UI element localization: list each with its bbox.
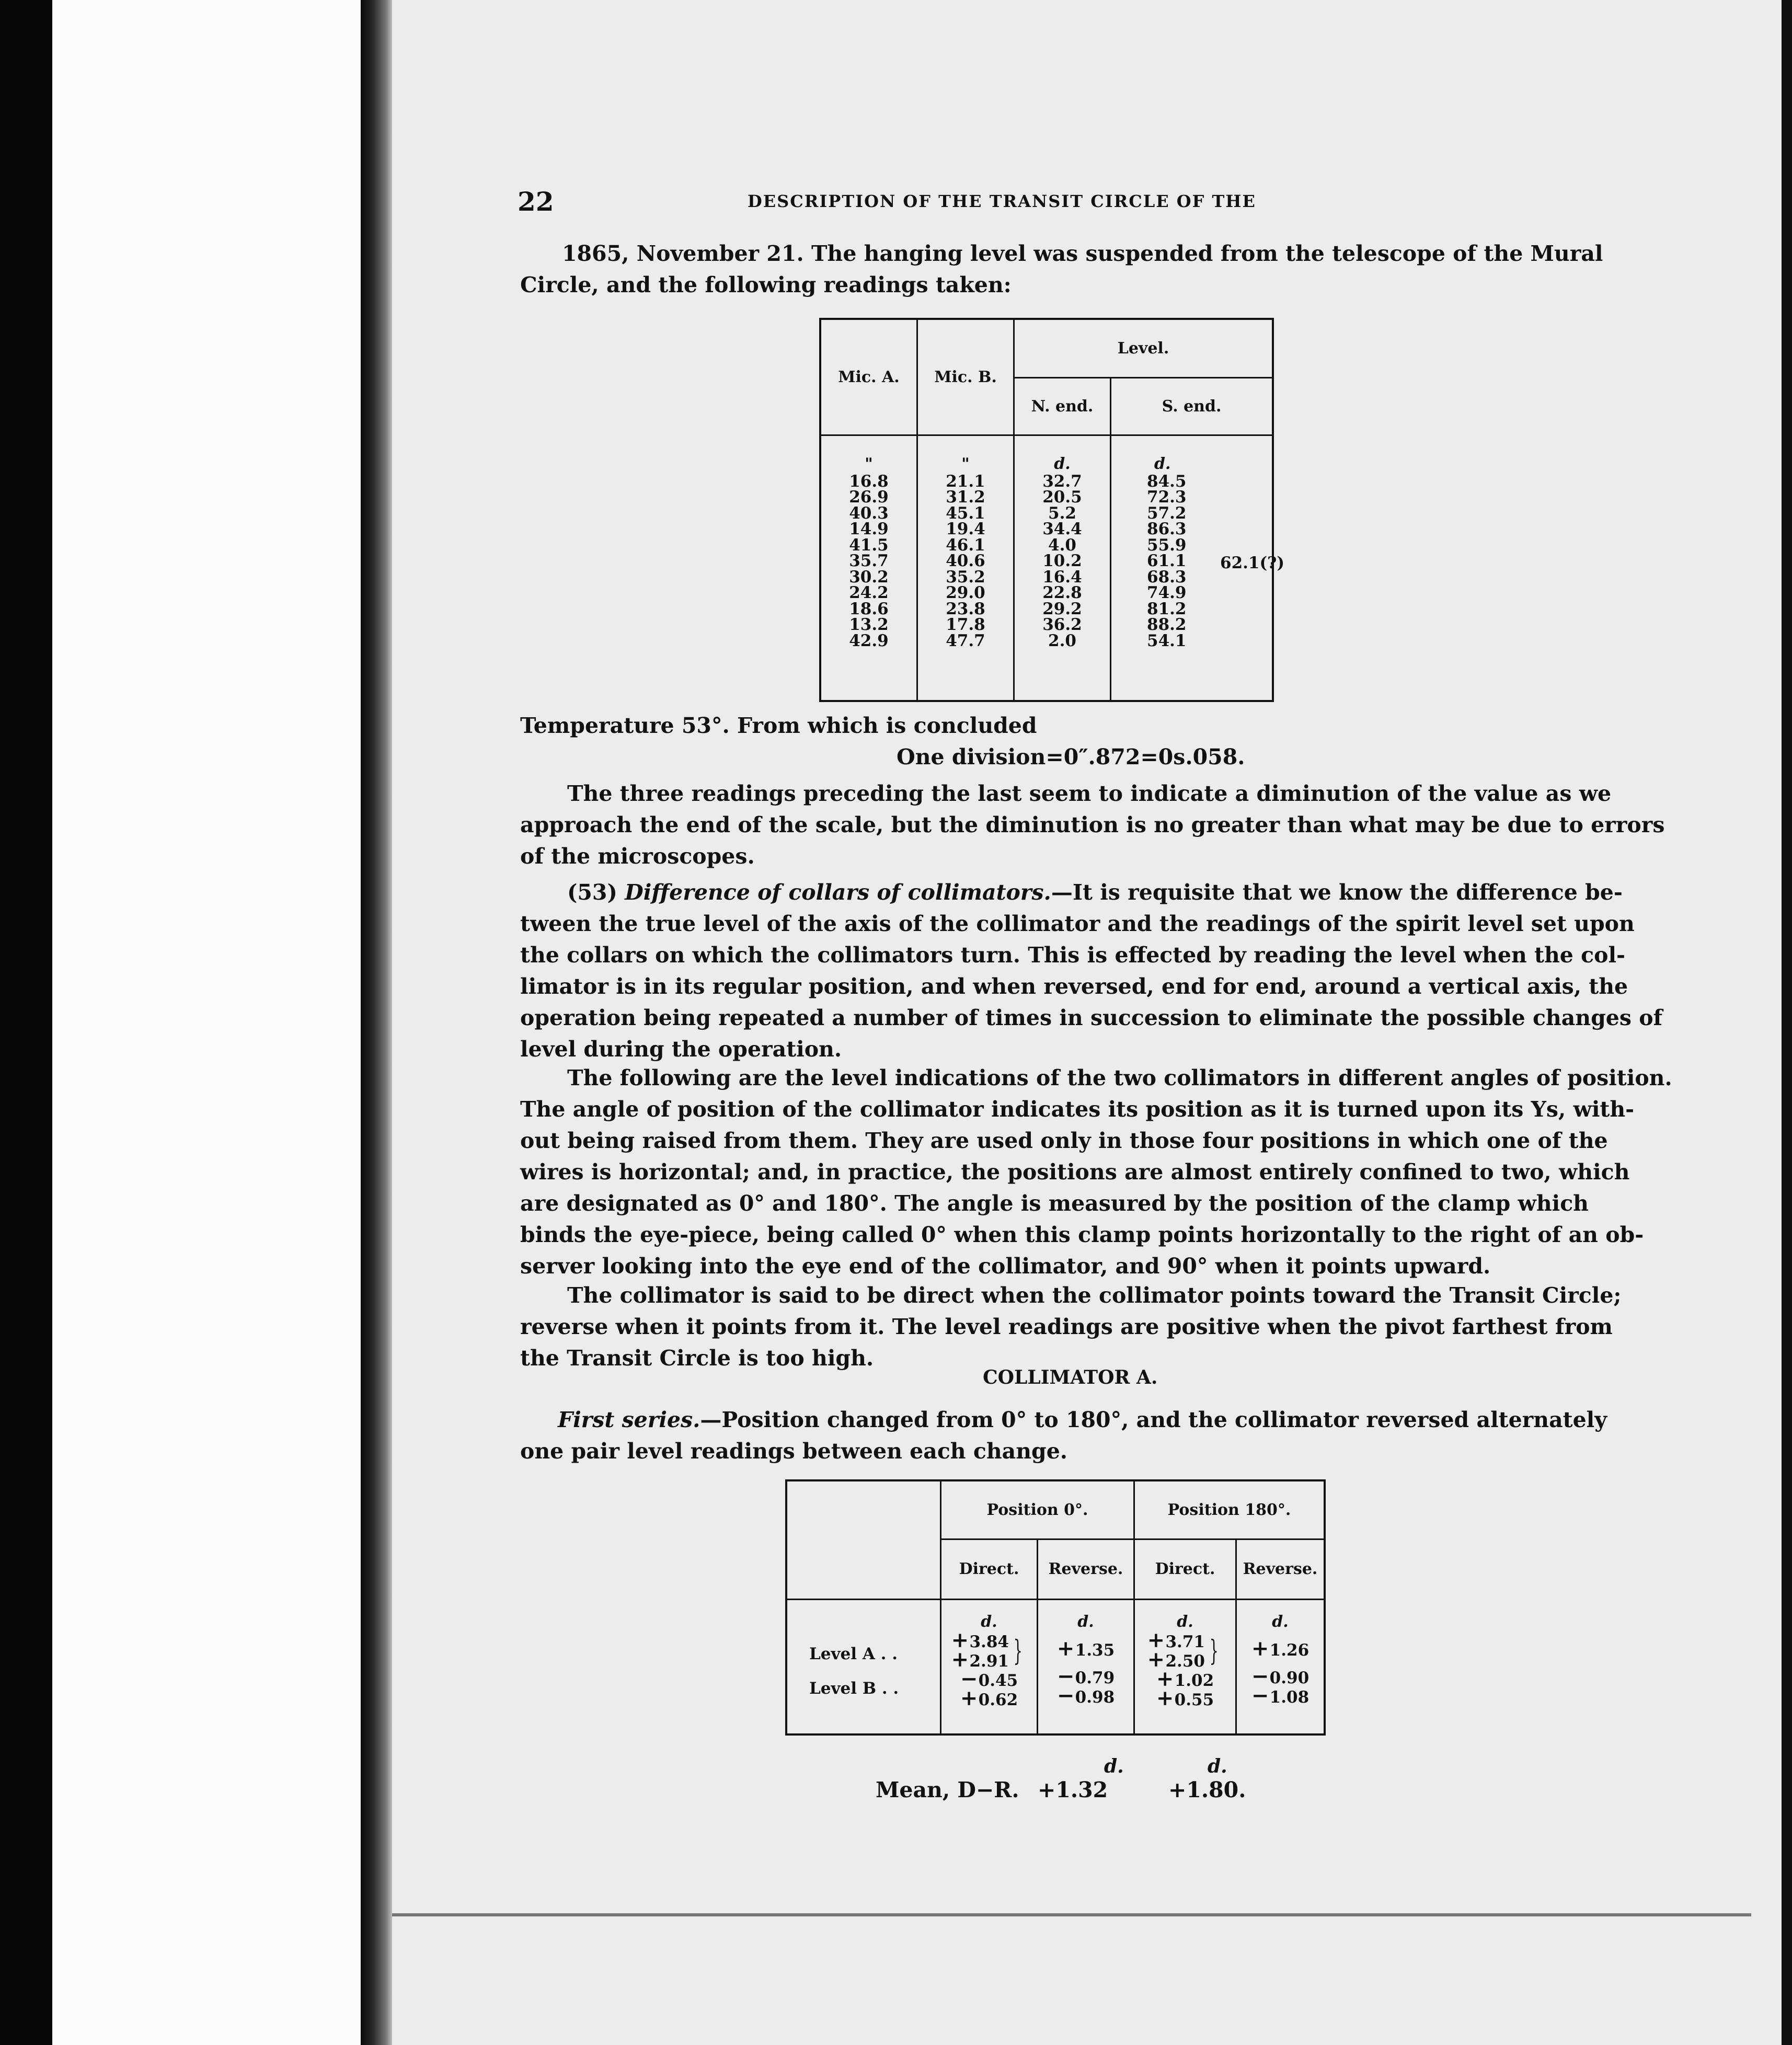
level-b-label: Level B . .: [809, 1679, 899, 1698]
text-line: level during the operation.: [520, 1037, 842, 1062]
intro-line: Circle, and the following readings taken:: [520, 272, 1012, 297]
reading: 0.62: [978, 1690, 1018, 1709]
reading: 0.79: [1075, 1668, 1115, 1687]
row-labels: [786, 1599, 941, 1734]
table-cell: 41.5: [849, 535, 889, 555]
reading: 1.02: [1174, 1671, 1214, 1690]
table-cell: 20.5: [1042, 488, 1082, 507]
table-cell: 81.2: [1147, 599, 1187, 618]
series-label: First series.: [558, 1407, 700, 1432]
division-value: One division=0″.872=0s.058.: [897, 744, 1245, 769]
level-a-p0-direct: [941, 1627, 1037, 1672]
reading: 0.45: [978, 1671, 1018, 1690]
table-cell: 26.9: [849, 488, 889, 507]
text-line: limator is in its regular position, and when reversed, end for end, around a vertical axis, the: [520, 974, 1628, 999]
level-a-p180-direct: [1135, 1627, 1235, 1672]
text-line: The angle of position of the collimator indicates its position as it is turned upon its Ys, with-: [520, 1097, 1635, 1122]
table-cell: 72.3: [1147, 488, 1187, 507]
level-b-p180-reverse: [1237, 1663, 1324, 1708]
reading: 0.55: [1174, 1690, 1214, 1709]
reading: 2.91: [969, 1651, 1009, 1671]
table-cell: 16.8: [849, 472, 889, 491]
scan-right-edge: [1782, 0, 1792, 2045]
header-direct: Direct.: [1134, 1539, 1236, 1599]
sign: −: [1251, 1663, 1269, 1688]
level-readings-table: [819, 318, 1285, 702]
text-line: reverse when it points from it. The level readings are positive when the pivot farthest from: [520, 1314, 1613, 1339]
table-cell: 34.4: [1042, 520, 1082, 538]
table-cell: 16.4: [1042, 567, 1082, 587]
uncertain-reading-note: 62.1(?): [1220, 553, 1285, 572]
table-cell: 30.2: [849, 567, 889, 587]
sign: +: [1156, 1666, 1174, 1691]
position-180-reverse: [1236, 1599, 1325, 1734]
table-cell: 88.2: [1147, 615, 1187, 634]
table-cell: 21.1: [946, 472, 985, 491]
table-cell: 29.0: [946, 583, 985, 602]
level-b-p180-direct: [1135, 1666, 1235, 1710]
reading: 1.35: [1075, 1640, 1115, 1660]
paragraph-positions: [520, 1062, 1672, 1282]
text-line: binds the eye-piece, being called 0° when this clamp points horizontally to the right of an ob-: [520, 1222, 1644, 1247]
text-line: out being raised from them. They are used only in those four positions in which one of the: [520, 1128, 1608, 1153]
header-direct: Direct.: [941, 1539, 1038, 1599]
page-header: [518, 186, 1317, 217]
text-line: are designated as 0° and 180°. The angle is measured by the position of the clamp which: [520, 1191, 1589, 1216]
sign: −: [960, 1666, 978, 1691]
table-cell: 40.3: [849, 503, 889, 523]
text-line: one pair level readings between each change.: [520, 1439, 1068, 1464]
header-mic-a: Mic. A.: [820, 319, 917, 435]
table-cell: 18.6: [849, 599, 889, 618]
position-0-direct: [941, 1599, 1038, 1734]
reading: 2.50: [1165, 1651, 1205, 1671]
reading: 1.26: [1269, 1640, 1309, 1660]
mean-label: Mean, D−R.: [876, 1777, 1019, 1802]
sign: −: [1056, 1663, 1075, 1688]
first-series-paragraph: [520, 1404, 1607, 1467]
mic-b-column: [917, 435, 1014, 701]
reading: 3.84: [969, 1632, 1009, 1651]
sign: +: [1251, 1636, 1269, 1661]
table-cell: 84.5: [1147, 472, 1187, 491]
reading: 3.71: [1165, 1632, 1205, 1651]
table-cell: 55.9: [1147, 535, 1187, 555]
header-reverse: Reverse.: [1038, 1539, 1134, 1599]
unit-divisions: d.: [981, 1612, 997, 1631]
page-number: 22: [518, 186, 554, 217]
table-cell: 19.4: [946, 520, 985, 538]
position-180-direct: [1134, 1599, 1236, 1734]
temperature-line: Temperature 53°. From which is concluded: [520, 713, 1037, 738]
table-cell: 17.8: [946, 615, 985, 634]
table-cell: 24.2: [849, 583, 889, 602]
text-fragment: —It is requisite that we know the difference be-: [1051, 880, 1623, 905]
table-cell: 4.0: [1048, 535, 1076, 555]
sign: +: [951, 1647, 969, 1672]
table-cell: 23.8: [946, 599, 985, 618]
sign: +: [1156, 1685, 1174, 1710]
level-a-label: Level A . .: [809, 1644, 898, 1663]
text-line: The following are the level indications of the two collimators in different angles of position.: [567, 1065, 1672, 1090]
sign: +: [960, 1685, 978, 1710]
book-spine: [361, 0, 392, 2045]
text-line: The collimator is said to be direct when the collimator points toward the Transit Circle;: [567, 1283, 1622, 1308]
running-head: DESCRIPTION OF THE TRANSIT CIRCLE OF THE: [748, 191, 1256, 211]
level-a-p180-reverse: [1237, 1632, 1324, 1668]
sign: −: [1251, 1683, 1269, 1708]
sign: −: [1056, 1683, 1075, 1708]
brace: }: [1209, 1634, 1219, 1667]
table-cell: 35.7: [849, 552, 889, 570]
mean-position-180: +1.80.: [1168, 1777, 1246, 1802]
text-line: [520, 1404, 1607, 1435]
text-line: the Transit Circle is too high.: [520, 1346, 874, 1371]
text-line: [520, 877, 1623, 908]
sign: +: [1056, 1636, 1075, 1661]
table-cell: 42.9: [849, 631, 889, 650]
text-line: approach the end of the scale, but the diminution is no greater than what may be due to errors: [520, 812, 1665, 837]
table-cell: 46.1: [946, 535, 985, 555]
brace: }: [1013, 1634, 1023, 1667]
text-fragment: —Position changed from 0° to 180°, and the collimator reversed alternately: [700, 1407, 1607, 1432]
reading: 1.08: [1269, 1687, 1309, 1707]
level-b-p0-direct: [941, 1666, 1037, 1710]
text-line: server looking into the eye end of the collimator, and 90° when it points upward.: [520, 1254, 1491, 1279]
sign: +: [1147, 1627, 1165, 1652]
table-cell: 29.2: [1042, 599, 1082, 618]
table-cell: 47.7: [946, 631, 985, 650]
table-cell: 36.2: [1042, 615, 1082, 634]
mic-a-values: [821, 474, 916, 649]
mic-a-column: [820, 435, 917, 701]
text-line: operation being repeated a number of times in succession to eliminate the possible changes of: [520, 1005, 1663, 1030]
table-cell: 14.9: [849, 520, 889, 538]
reading: 0.98: [1075, 1687, 1115, 1707]
unit-divisions: d.: [1154, 454, 1171, 473]
section-title: Difference of collars of collimators.: [625, 880, 1051, 905]
header-position-0: Position 0°.: [941, 1480, 1134, 1539]
header-mic-b: Mic. B.: [917, 319, 1014, 435]
n-end-values: [1015, 474, 1110, 649]
table-cell: 35.2: [946, 567, 985, 587]
unit-seconds: ": [961, 454, 970, 473]
mean-unit: d.: [1208, 1755, 1227, 1777]
table-cell: 2.0: [1048, 631, 1076, 650]
table-cell: 31.2: [946, 488, 985, 507]
sign: +: [1147, 1647, 1165, 1672]
table-cell: 61.1: [1147, 552, 1187, 570]
table-cell: 10.2: [1042, 552, 1082, 570]
paragraph-scale: [520, 778, 1665, 872]
table-cell: 13.2: [849, 615, 889, 634]
section-number: (53): [567, 880, 617, 905]
table-cell: 86.3: [1147, 520, 1187, 538]
collimator-a-table: [785, 1479, 1326, 1736]
paragraph-direct-reverse: [520, 1280, 1622, 1374]
header-position-180: Position 180°.: [1134, 1480, 1325, 1539]
mic-b-values: [918, 474, 1013, 649]
level-a-p0-reverse: [1038, 1632, 1133, 1668]
unit-divisions: d.: [1177, 1612, 1193, 1631]
background: [0, 0, 376, 2045]
intro-line: 1865, November 21. The hanging level was suspended from the telescope of the Mural: [562, 241, 1603, 266]
table-cell: 74.9: [1147, 583, 1187, 602]
text-line: of the microscopes.: [520, 844, 755, 869]
intro-paragraph: [520, 238, 1603, 301]
mean-position-0: +1.32: [1038, 1777, 1108, 1802]
table-cell: 22.8: [1042, 583, 1082, 602]
text-line: the collars on which the collimators turn. This is effected by reading the level when the col-: [520, 943, 1626, 968]
header-blank: [786, 1480, 941, 1599]
level-b-p0-reverse: [1038, 1663, 1133, 1708]
header-n-end: N. end.: [1014, 377, 1111, 435]
mean-unit: d.: [1104, 1755, 1124, 1777]
table-cell: 32.7: [1042, 472, 1082, 491]
table-cell: 45.1: [946, 503, 985, 523]
header-level: Level.: [1014, 319, 1273, 377]
position-0-reverse: [1038, 1599, 1134, 1734]
table-cell: 57.2: [1147, 503, 1187, 523]
text-line: tween the true level of the axis of the collimator and the readings of the spirit level set upon: [520, 911, 1635, 936]
table-cell: 68.3: [1147, 567, 1187, 587]
unit-divisions: d.: [1272, 1612, 1289, 1631]
s-end-column: [1111, 435, 1285, 701]
table-cell: 40.6: [946, 552, 985, 570]
n-end-column: [1014, 435, 1111, 701]
header-reverse: Reverse.: [1236, 1539, 1325, 1599]
page-bottom-edge: [392, 1913, 1751, 1916]
collimator-heading: COLLIMATOR A.: [983, 1366, 1158, 1388]
text-line: The three readings preceding the last seem to indicate a diminution of the value as we: [567, 781, 1612, 806]
sign: +: [951, 1627, 969, 1652]
unit-seconds: ": [865, 454, 873, 473]
table-cell: 54.1: [1147, 631, 1187, 650]
table-cell: 5.2: [1048, 503, 1076, 523]
text-line: wires is horizontal; and, in practice, the positions are almost entirely confined to two, which: [520, 1159, 1630, 1185]
scan-left-edge: [0, 0, 52, 2045]
paragraph-53: [520, 877, 1663, 1065]
reading: 0.90: [1269, 1668, 1309, 1687]
unit-divisions: d.: [1077, 1612, 1094, 1631]
header-s-end: S. end.: [1111, 377, 1273, 435]
unit-divisions: d.: [1054, 454, 1071, 473]
